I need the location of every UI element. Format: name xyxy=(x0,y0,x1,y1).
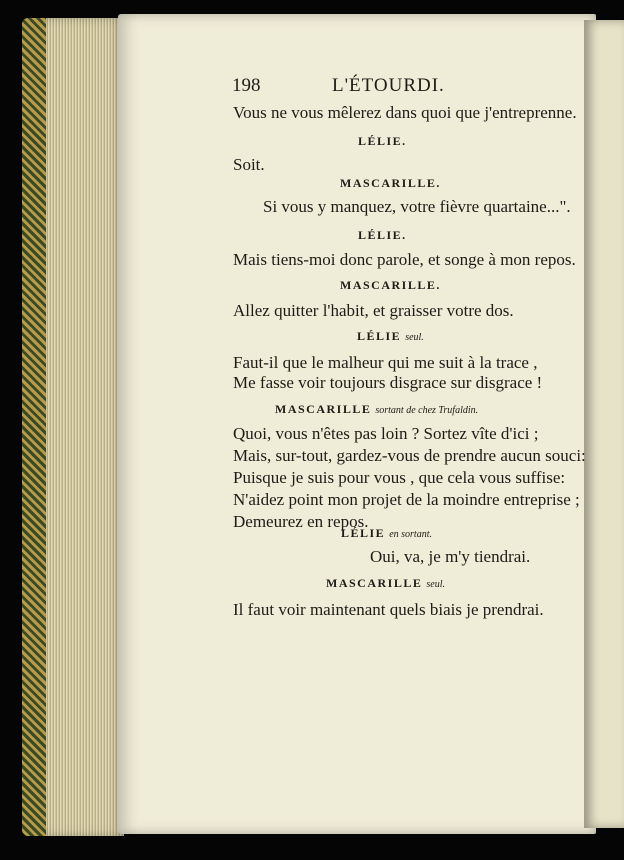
page-number: 198 xyxy=(232,75,261,96)
verse-line: Faut-il que le malheur qui me suit à la trace , xyxy=(233,353,538,372)
stage-direction: seul. xyxy=(426,579,445,590)
verse-line: Puisque je suis pour vous , que cela vous suffise: xyxy=(233,468,566,487)
stage-direction: seul. xyxy=(405,332,424,343)
verse-line: Me fasse voir toujours disgrace sur disgrace ! xyxy=(233,373,543,392)
running-title: L'ÉTOURDI. xyxy=(332,75,445,96)
speaker-name: LÉLIE en sortant. xyxy=(341,526,432,540)
verse-line: Oui, va, je m'y tiendrai. xyxy=(370,547,531,566)
verse-line: Allez quitter l'habit, et graisser votre dos. xyxy=(233,301,514,320)
verse-line: Mais tiens-moi donc parole, et songe à mon repos. xyxy=(233,250,576,269)
stage-direction: en sortant. xyxy=(389,529,432,540)
stage-direction: sortant de chez Trufaldin. xyxy=(375,405,479,416)
verse-line: Demeurez en repos. xyxy=(233,512,369,531)
speaker-name: LÉLIE. xyxy=(358,134,407,148)
verse-line: N'aidez point mon projet de la moindre entreprise ; xyxy=(233,490,580,509)
speaker-name: MASCARILLE seul. xyxy=(326,576,445,590)
speaker-name: MASCARILLE. xyxy=(340,278,441,292)
verse-line: Mais, sur-tout, gardez-vous de prendre aucun souci: xyxy=(233,446,586,465)
speaker-name: MASCARILLE sortant de chez Trufaldin. xyxy=(275,402,479,416)
verse-line: Il faut voir maintenant quels biais je prendrai. xyxy=(233,600,544,619)
speaker-name: LÉLIE seul. xyxy=(357,329,424,343)
verse-line: Vous ne vous mêlerez dans quoi que j'entreprenne. xyxy=(233,103,577,122)
verse-line: Soit. xyxy=(233,155,265,174)
speaker-name: MASCARILLE. xyxy=(340,176,441,190)
verse-line: Quoi, vous n'êtes pas loin ? Sortez vîte d'ici ; xyxy=(233,424,539,443)
speaker-name: LÉLIE. xyxy=(358,228,407,242)
verse-line: Si vous y manquez, votre fièvre quartaine...". xyxy=(263,197,571,216)
